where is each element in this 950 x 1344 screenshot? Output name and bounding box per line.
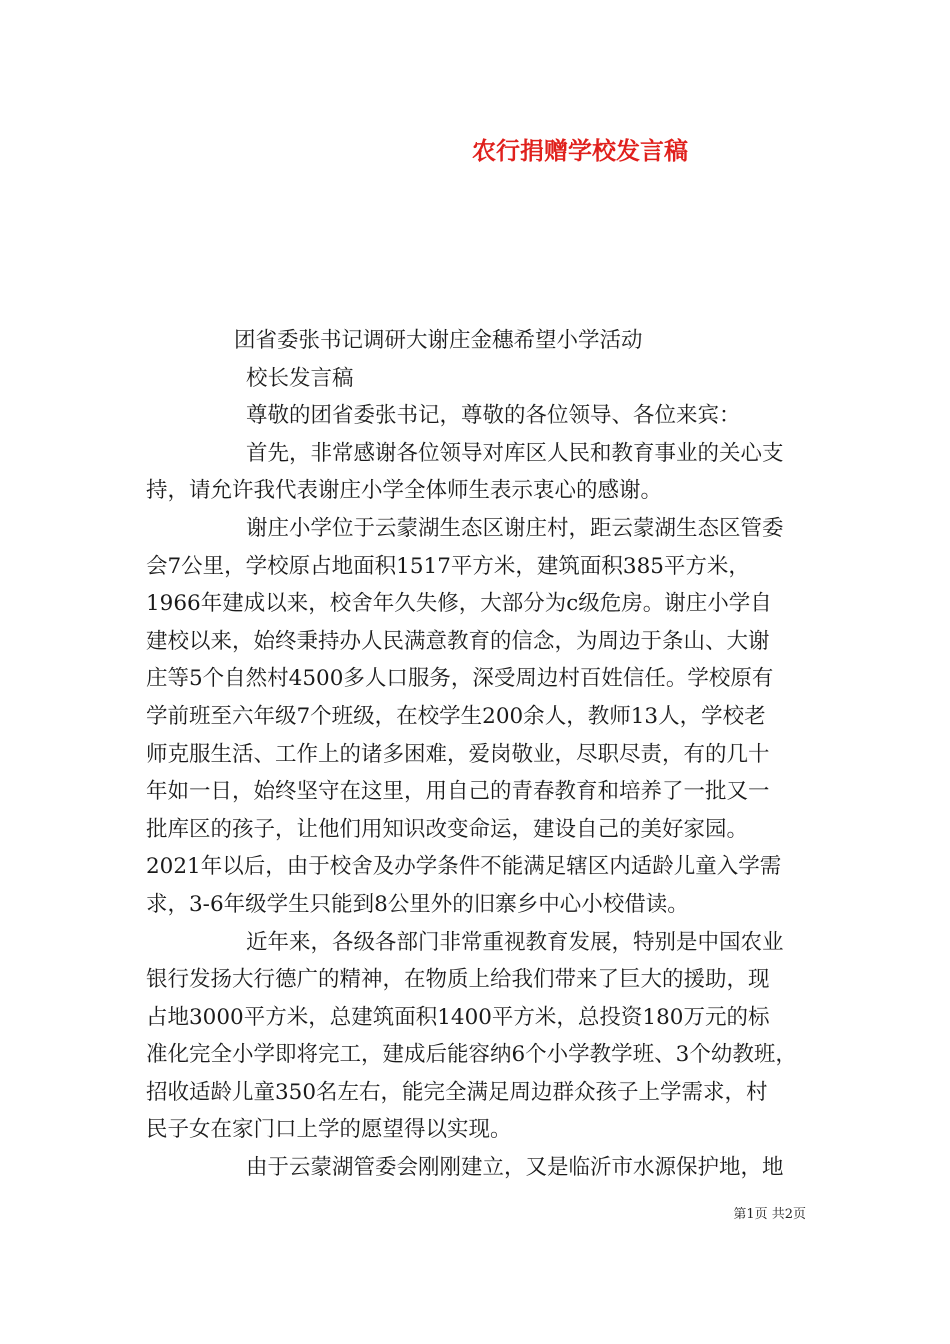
body-line: 学前班至六年级7个班级，在校学生200余人，教师13人，学校老 — [146, 703, 766, 729]
body-line: 准化完全小学即将完工，建成后能容纳6个小学教学班、3个幼教班， — [146, 1042, 797, 1068]
document-title: 农行捐赠学校发言稿 — [472, 136, 688, 165]
body-line: 占地3000平方米，总建筑面积1400平方米，总投资180万元的标 — [146, 1004, 770, 1030]
body-line: 2021年以后，由于校舍及办学条件不能满足辖区内适龄儿童入学需 — [146, 854, 782, 880]
body-line: 谢庄小学位于云蒙湖生态区谢庄村，距云蒙湖生态区管委 — [246, 515, 784, 541]
body-line: 民子女在家门口上学的愿望得以实现。 — [146, 1117, 512, 1143]
document-body — [146, 322, 806, 1187]
body-line: 招收适龄儿童350名左右，能完全满足周边群众孩子上学需求，村 — [146, 1079, 768, 1105]
page-footer: 第1页 共2页 — [733, 1207, 806, 1222]
body-line: 批库区的孩子，让他们用知识改变命运，建设自己的美好家园。 — [146, 816, 749, 842]
body-line: 求，3-6年级学生只能到8公里外的旧寨乡中心小校借读。 — [146, 891, 689, 917]
body-line: 建校以来，始终秉持办人民满意教育的信念，为周边于条山、大谢 — [146, 628, 770, 654]
body-line: 持，请允许我代表谢庄小学全体师生表示衷心的感谢。 — [146, 478, 663, 504]
body-line: 师克服生活、工作上的诸多困难，爱岗敬业，尽职尽责，有的几十 — [146, 741, 770, 767]
body-line: 校长发言稿 — [246, 365, 354, 391]
body-line: 首先，非常感谢各位领导对库区人民和教育事业的关心支 — [246, 440, 784, 466]
body-line: 尊敬的团省委张书记，尊敬的各位领导、各位来宾： — [246, 403, 741, 429]
body-line: 1966年建成以来，校舍年久失修，大部分为c级危房。谢庄小学自 — [146, 591, 772, 617]
body-line: 年如一日，始终坚守在这里，用自己的青春教育和培养了一批又一 — [146, 779, 770, 805]
body-line: 银行发扬大行德广的精神，在物质上给我们带来了巨大的援助，现 — [146, 967, 770, 993]
body-line: 会7公里，学校原占地面积1517平方米，建筑面积385平方米， — [146, 553, 750, 579]
body-line: 由于云蒙湖管委会刚刚建立，又是临沂市水源保护地，地 — [246, 1155, 784, 1181]
body-line: 近年来，各级各部门非常重视教育发展，特别是中国农业 — [246, 929, 784, 955]
body-line: 庄等5个自然村4500多人口服务，深受周边村百姓信任。学校原有 — [146, 666, 774, 692]
body-line: 团省委张书记调研大谢庄金穗希望小学活动 — [234, 328, 643, 353]
